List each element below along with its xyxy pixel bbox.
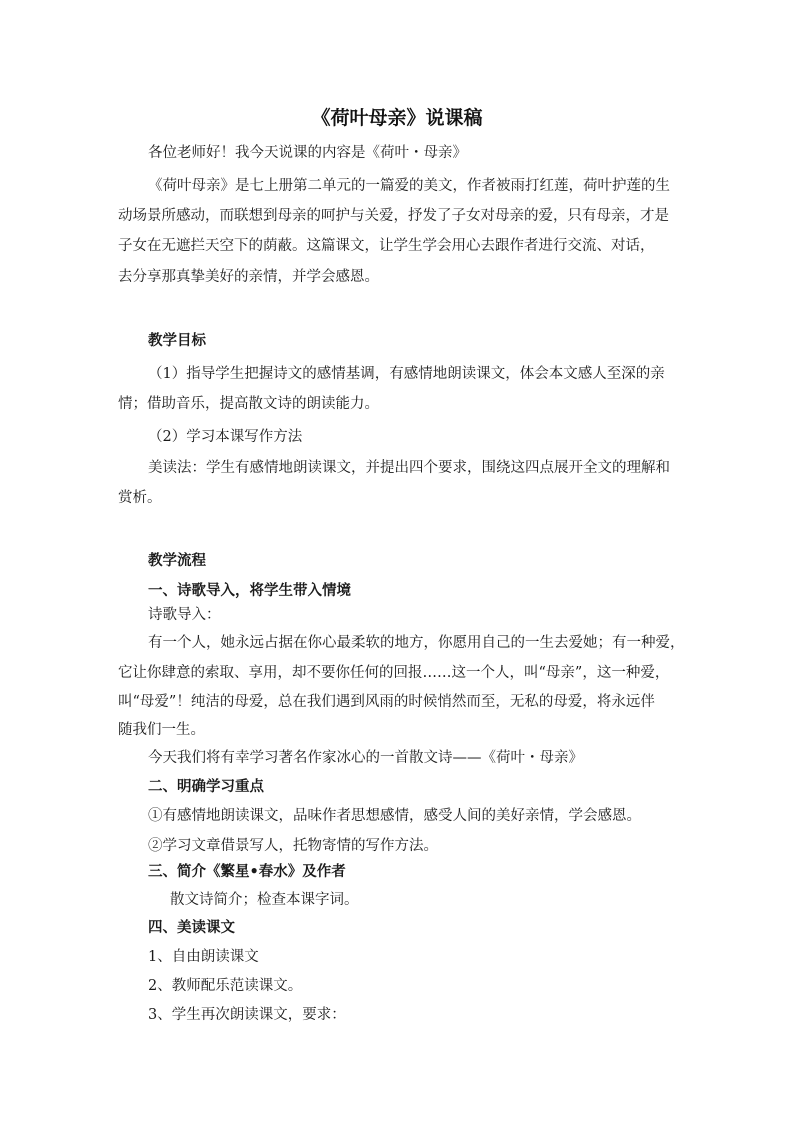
step3-heading: 三、简介《繁星•春水》及作者 xyxy=(148,863,346,880)
goal2-line: （2）学习本课写作方法 xyxy=(148,429,303,445)
intro-line-4: 去分享那真挚美好的亲情，并学会感恩。 xyxy=(118,269,379,285)
process-heading: 教学流程 xyxy=(148,552,206,569)
goals-heading: 教学目标 xyxy=(148,332,206,349)
read-item-3: 3、学生再次朗读课文，要求： xyxy=(148,1007,346,1023)
document-title: 《荷叶母亲》说课稿 xyxy=(311,107,483,129)
intro-line-1: 《荷叶母亲》是七上册第二单元的一篇爱的美文，作者被雨打红莲，荷叶护莲的生 xyxy=(148,178,670,194)
method-line-1: 美读法：学生有感情地朗读课文，并提出四个要求，围绕这四点展开全文的理解和 xyxy=(148,460,670,476)
step2-heading: 二、明确学习重点 xyxy=(148,778,264,795)
focus-line-2: ②学习文章借景写人，托物寄情的写作方法。 xyxy=(148,838,438,854)
read-item-2: 2、教师配乐范读课文。 xyxy=(148,978,303,994)
goal1-line-2: 情；借助音乐，提高散文诗的朗读能力。 xyxy=(118,396,379,412)
poem-label: 诗歌导入： xyxy=(148,607,221,623)
step1-heading: 一、诗歌导入，将学生带入情境 xyxy=(148,582,351,599)
goal1-line-1: （1）指导学生把握诗文的感情基调，有感情地朗读课文，体会本文感人至深的亲 xyxy=(148,366,665,382)
read-item-1: 1、自由朗读课文 xyxy=(148,949,259,965)
method-line-2: 赏析。 xyxy=(118,490,162,506)
intro-line-3: 子女在无遮拦天空下的荫蔽。这篇课文，让学生学会用心去跟作者进行交流、对话， xyxy=(118,238,655,254)
poem-line-1: 有一个人，她永远占据在你心最柔软的地方，你愿用自己的一生去爱她；有一种爱， xyxy=(148,635,685,651)
step3-text: 散文诗简介；检查本课字词。 xyxy=(170,892,359,908)
today-line: 今天我们将有幸学习著名作家冰心的一首散文诗——《荷叶・母亲》 xyxy=(148,750,583,766)
poem-line-3: 叫“母爱”！纯洁的母爱，总在我们遇到风雨的时候悄然而至，无私的母爱，将永远伴 xyxy=(118,694,655,710)
poem-line-4: 随我们一生。 xyxy=(118,722,205,738)
greeting-line: 各位老师好！我今天说课的内容是《荷叶・母亲》 xyxy=(148,145,467,161)
step4-heading: 四、美读课文 xyxy=(148,919,235,936)
intro-line-2: 动场景所感动，而联想到母亲的呵护与关爱，抒发了子女对母亲的爱，只有母亲，才是 xyxy=(118,208,669,224)
focus-line-1: ①有感情地朗读课文，品味作者思想感情，感受人间的美好亲情，学会感恩。 xyxy=(148,808,641,824)
poem-line-2: 它让你肆意的索取、享用，却不要你任何的回报……这一个人，叫“母亲”，这一种爱， xyxy=(118,665,670,681)
